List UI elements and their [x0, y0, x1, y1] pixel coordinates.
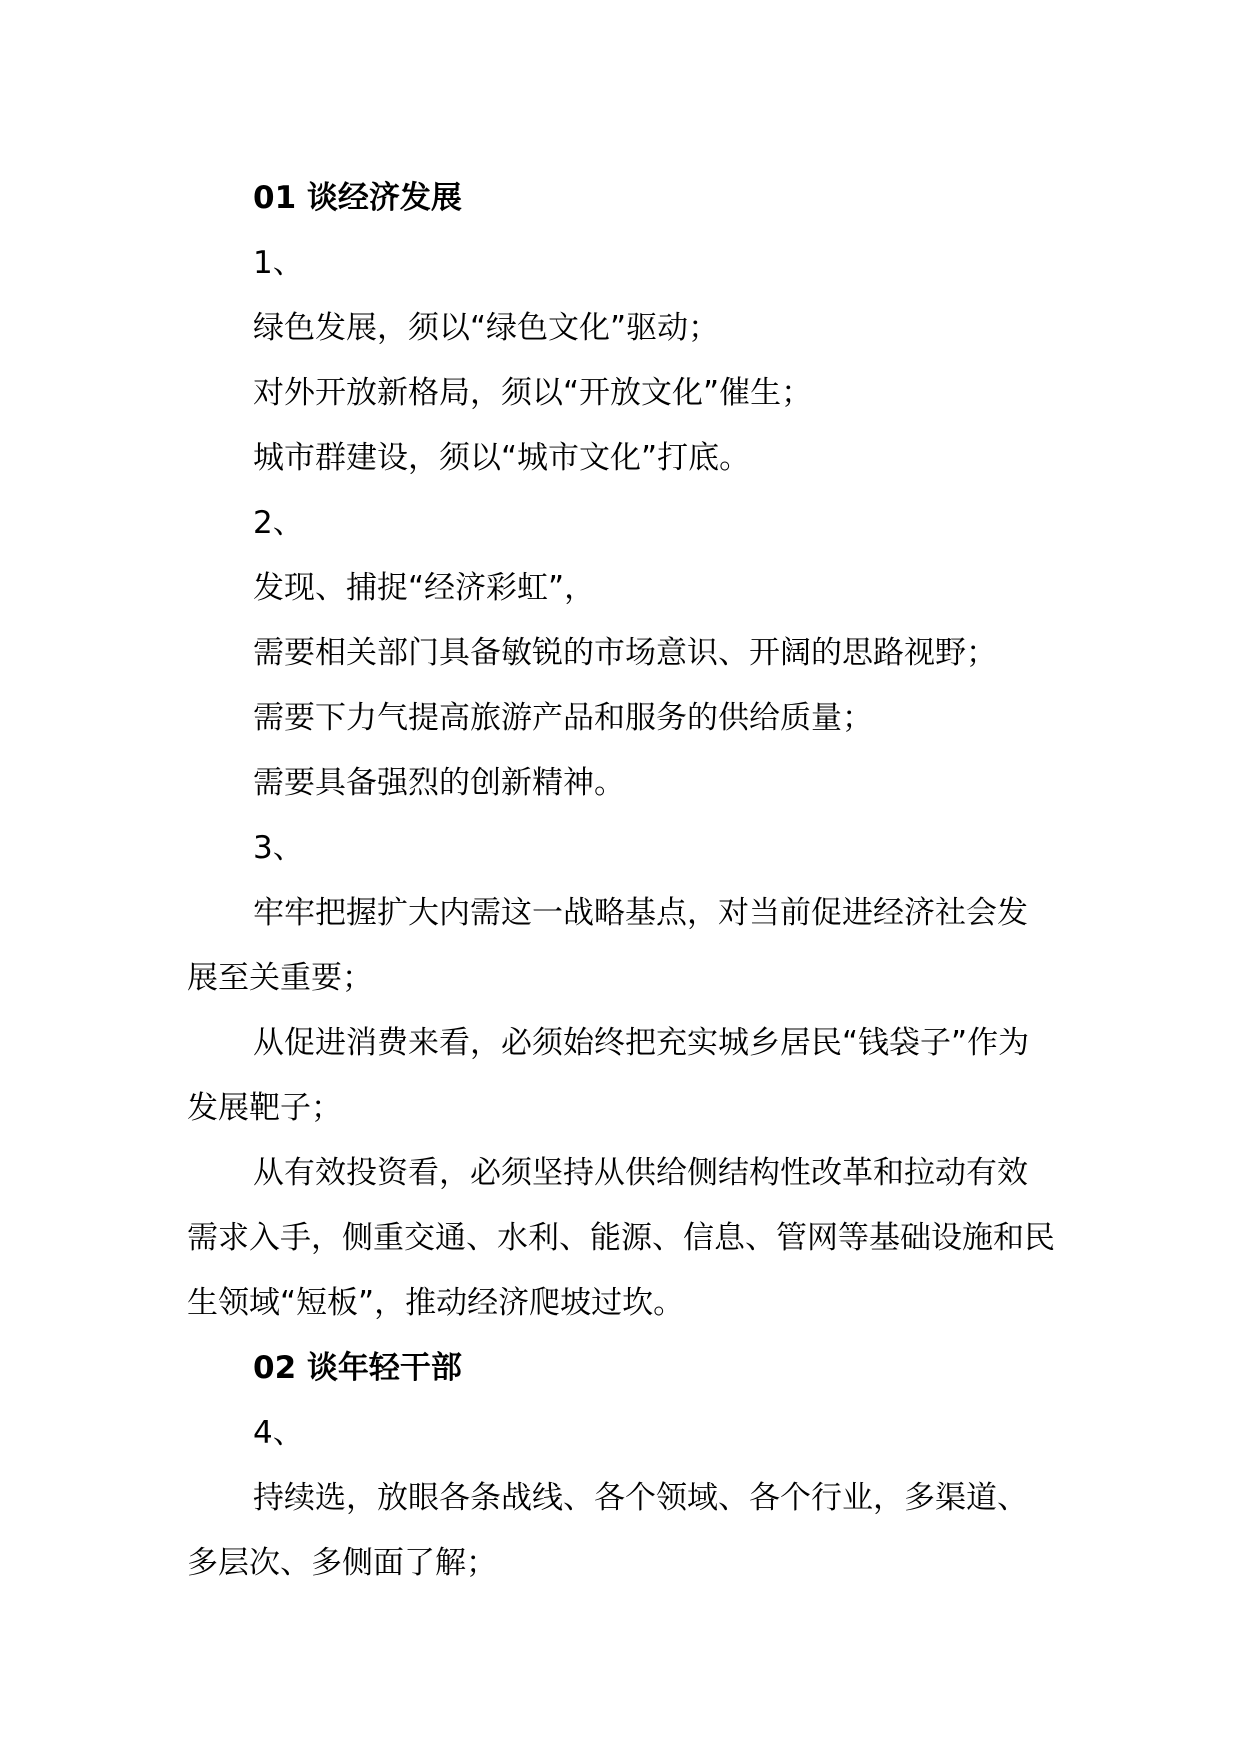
- paragraph: 持续选，放眼各条战线、各个领域、各个行业，多渠道、多层次、多侧面了解；: [187, 1480, 1028, 1581]
- paragraph: 1、: [253, 245, 304, 281]
- paragraph: 从有效投资看，必须坚持从供给侧结构性改革和拉动有效需求入手，侧重交通、水利、能源、信息、管网等基础设施和民生领域“短板”，推动经济爬坡过坎。: [187, 1155, 1055, 1321]
- paragraph: 绿色发展，须以“绿色文化”驱动；: [253, 310, 720, 346]
- paragraph: 城市群建设，须以“城市文化”打底。: [253, 440, 751, 476]
- section-heading: 01 谈经济发展: [253, 180, 462, 216]
- paragraph: 从促进消费来看，必须始终把充实城乡居民“钱袋子”作为发展靶子；: [187, 1025, 1030, 1126]
- paragraph: 需要下力气提高旅游产品和服务的供给质量；: [253, 700, 873, 736]
- paragraph: 发现、捕捉“经济彩虹”，: [253, 570, 596, 606]
- paragraph: 对外开放新格局，须以“开放文化”催生；: [253, 375, 813, 411]
- paragraph: 牢牢把握扩大内需这一战略基点，对当前促进经济社会发展至关重要；: [187, 895, 1028, 996]
- paragraph: 4、: [253, 1415, 304, 1451]
- section-heading: 02 谈年轻干部: [253, 1350, 462, 1386]
- paragraph: 3、: [253, 830, 304, 866]
- paragraph: 需要相关部门具备敏锐的市场意识、开阔的思路视野；: [253, 635, 997, 671]
- document-body: [187, 166, 1055, 1596]
- paragraph: 2、: [253, 505, 304, 541]
- paragraph: 需要具备强烈的创新精神。: [253, 765, 625, 801]
